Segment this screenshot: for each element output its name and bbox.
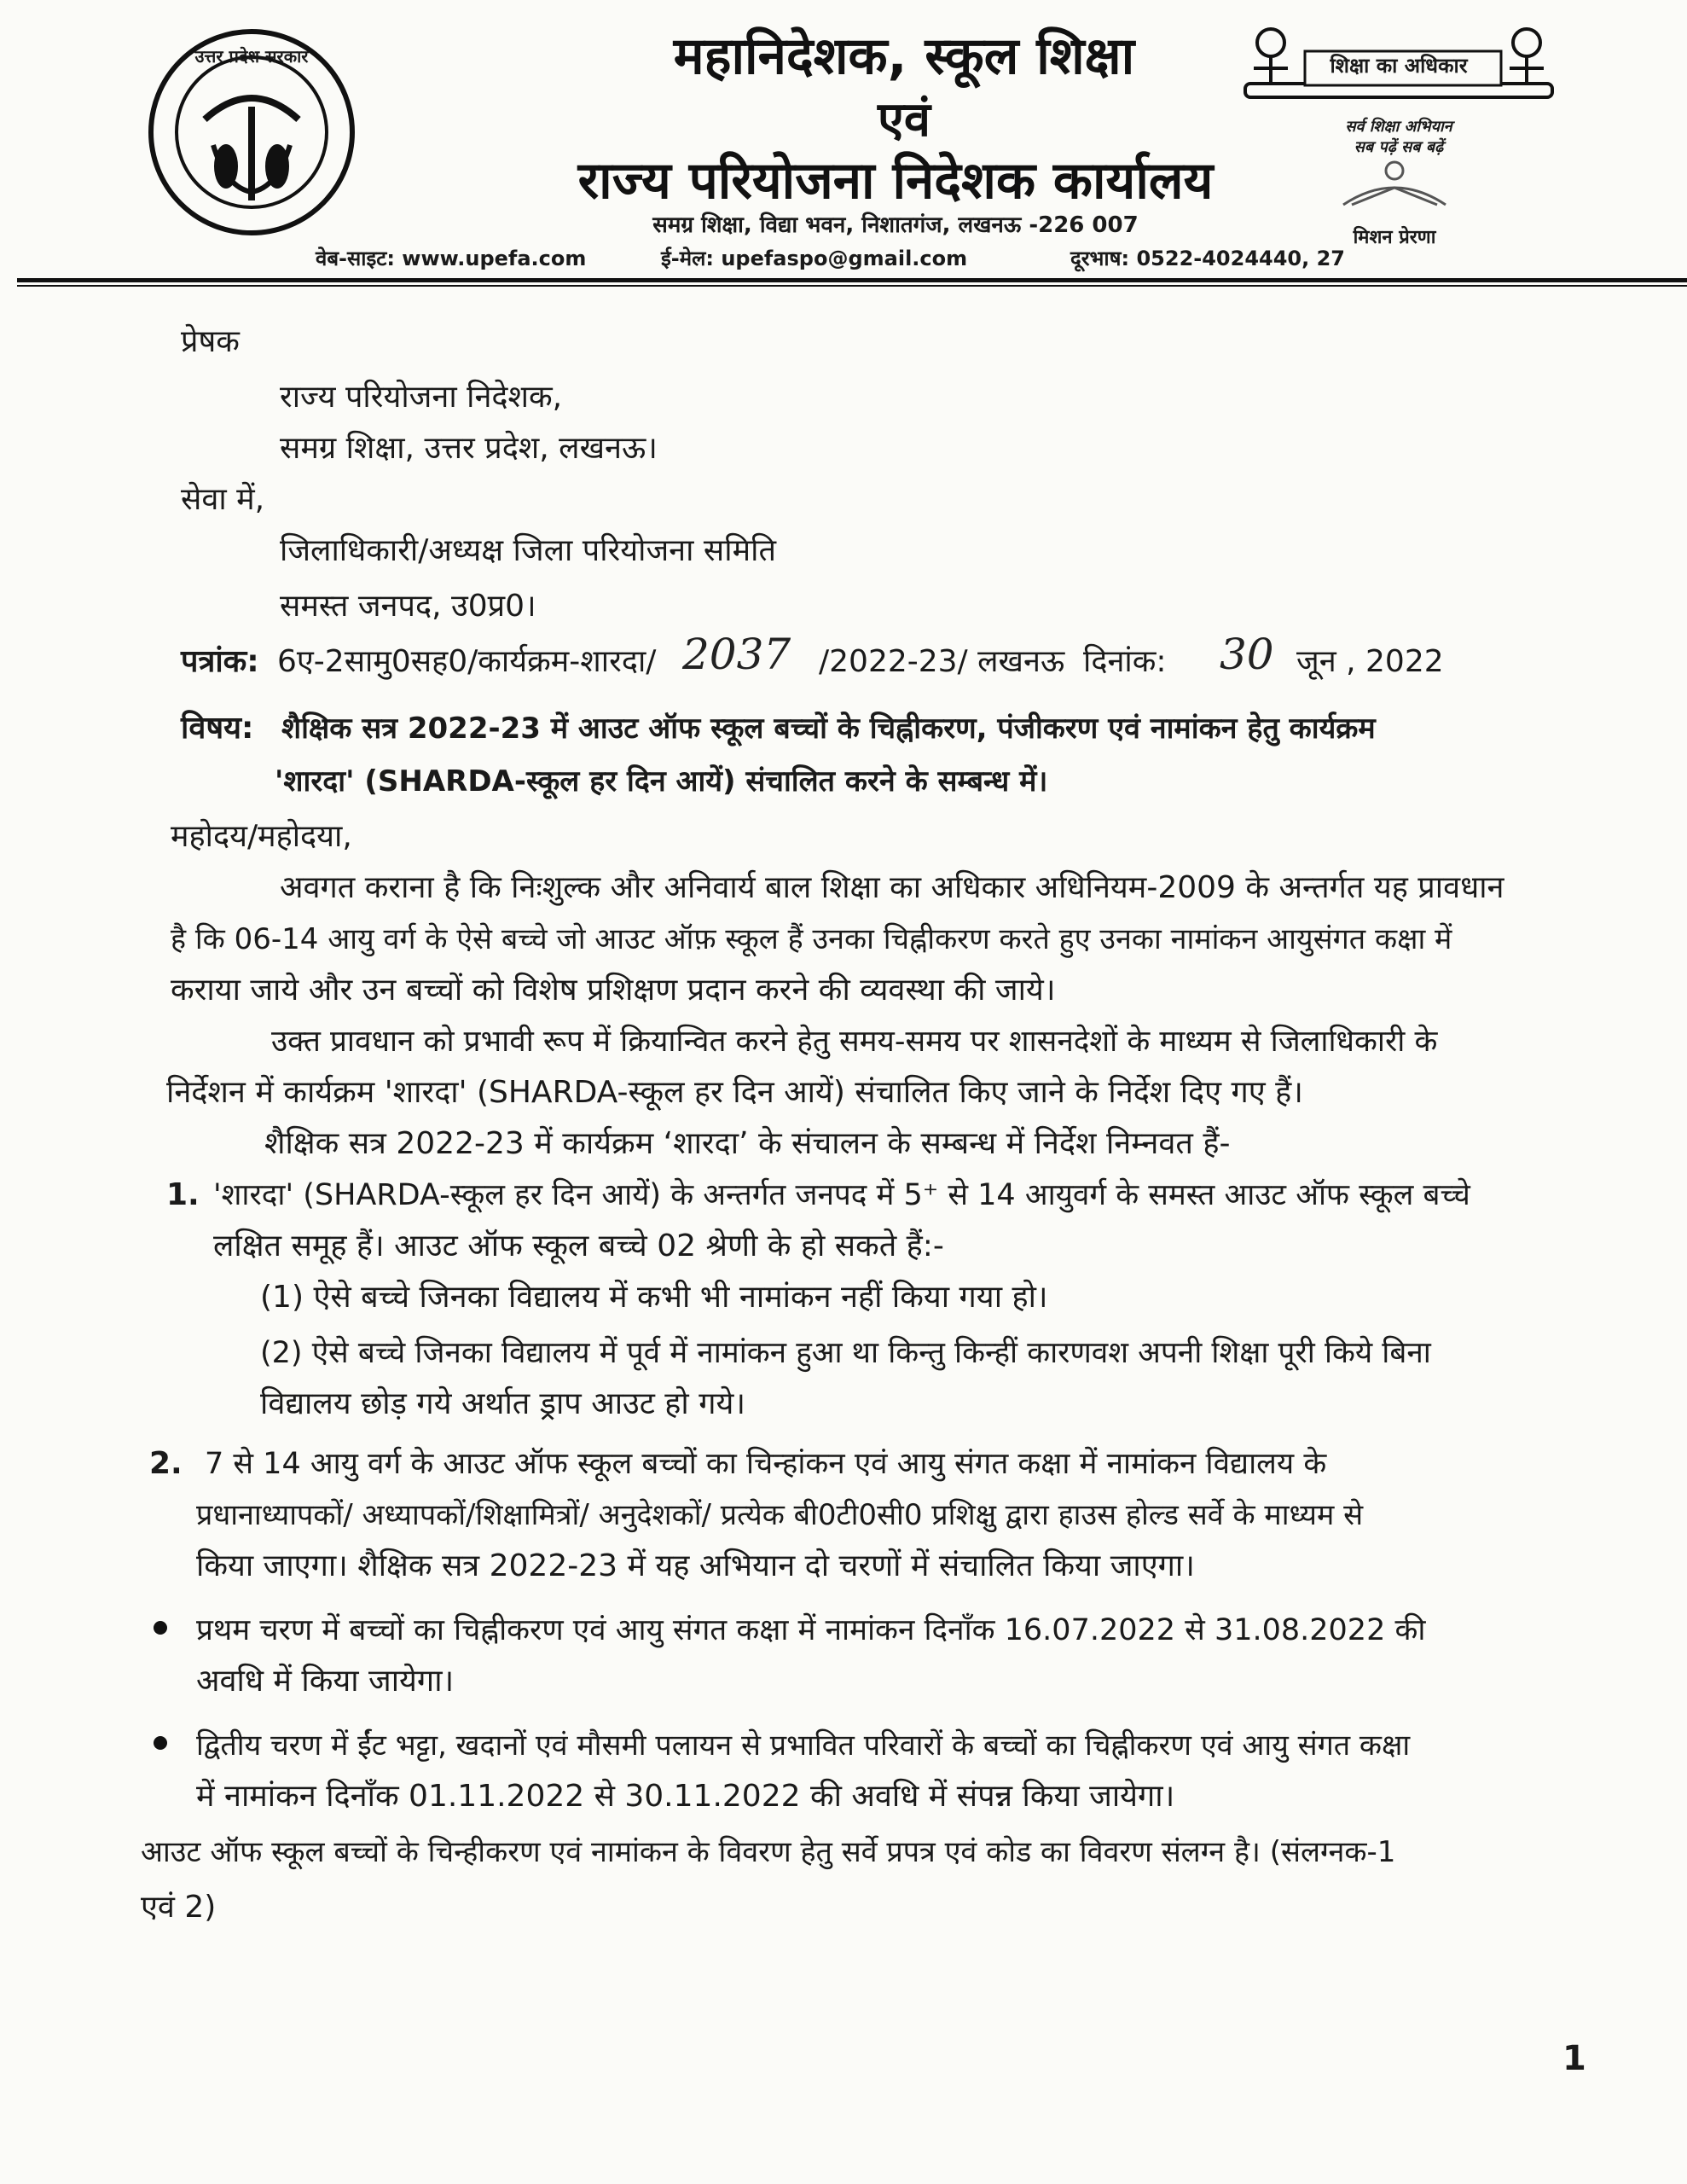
- bullet1-line1: प्रथम चरण में बच्चों का चिह्नीकरण एवं आयु संगत कक्षा में नामांकन दिनाँक 16.07.2022 से 31.08.2022 की: [196, 1613, 1426, 1647]
- item2-line3: किया जाएगा। शैक्षिक सत्र 2022-23 में यह अभियान दो चरणों में संचालित किया जाएगा।: [196, 1548, 1195, 1583]
- bullet2-dot: [154, 1736, 167, 1750]
- date-rest: जून , 2022: [1296, 644, 1444, 679]
- header-rule-thin: [17, 285, 1687, 287]
- ssa-logo-text: सर्व शिक्षा अभियान: [1345, 118, 1452, 136]
- item1-sub2-line2: विद्यालय छोड़ गये अर्थात ड्राप आउट हो गये।: [260, 1386, 745, 1421]
- sender-line2: समग्र शिक्षा, उत्तर प्रदेश, लखनऊ।: [280, 431, 658, 466]
- seal-text: उत्तर प्रदेश सरकार: [194, 46, 309, 67]
- mission-prerna-logo-icon: [1326, 154, 1463, 222]
- recipient-line1: जिलाधिकारी/अध्यक्ष जिला परियोजना समिति: [280, 533, 776, 568]
- sender-label: प्रेषक: [181, 324, 240, 359]
- header-title-line3: राज्य परियोजना निदेशक कार्यालय: [577, 151, 1214, 211]
- item1-sub1: (1) ऐसे बच्चे जिनका विद्यालय में कभी भी नामांकन नहीं किया गया हो।: [260, 1280, 1048, 1315]
- para1-line3: कराया जाये और उन बच्चों को विशेष प्रशिक्षण प्रदान करने की व्यवस्था की जाये।: [171, 973, 1056, 1008]
- date-day-handwritten: 30: [1220, 630, 1274, 679]
- item2-line1: 7 से 14 आयु वर्ग के आउट ऑफ स्कूल बच्चों का चिन्हांकन एवं आयु संगत कक्षा में नामांकन विद्यालय के: [205, 1447, 1327, 1481]
- item2-line2: प्रधानाध्यापकों/ अध्यापकों/शिक्षामित्रों/ अनुदेशकों/ प्रत्येक बी0टी0सी0 प्रशिक्षु द्वारा हाउस होल्ड सर्वे के माध्यम से: [196, 1498, 1364, 1532]
- item1-sub2-line1: (2) ऐसे बच्चे जिनका विद्यालय में पूर्व में नामांकन हुआ था किन्तु किन्हीं कारणवश अपनी शिक्षा पूरी किये बिना: [260, 1336, 1431, 1370]
- para2-line1: उक्त प्रावधान को प्रभावी रूप में क्रियान्वित करने हेतु समय-समय पर शासनदेशों के माध्यम से जिलाधिकारी के: [271, 1025, 1438, 1059]
- closing-line2: एवं 2): [141, 1890, 217, 1925]
- item2-number: 2.: [149, 1446, 183, 1481]
- reference-label: पत्रांक:: [181, 644, 259, 679]
- header-address: समग्र शिक्षा, विद्या भवन, निशातगंज, लखनऊ -226 007: [652, 212, 1139, 238]
- item1-line2: लक्षित समूह हैं। आउट ऑफ स्कूल बच्चे 02 श्रेणी के हो सकते हैं:-: [213, 1228, 944, 1263]
- recipient-line2: समस्त जनपद, उ0प्र0।: [280, 589, 536, 624]
- date-label: दिनांक:: [1083, 644, 1167, 679]
- header-rule: [17, 278, 1687, 282]
- salutation: महोदय/महोदया,: [171, 819, 352, 854]
- subject-line1: शैक्षिक सत्र 2022-23 में आउट ऑफ स्कूल बच्चों के चिह्नीकरण, पंजीकरण एवं नामांकन हेतु कार्यक्रम: [281, 712, 1376, 746]
- subject-label: विषय:: [181, 711, 254, 746]
- reference-suffix: /2022-23/ लखनऊ: [819, 644, 1065, 679]
- para1-line1: अवगत कराना है कि निःशुल्क और अनिवार्य बाल शिक्षा का अधिकार अधिनियम-2009 के अन्तर्गत यह प्रावधान: [280, 870, 1504, 905]
- header-phone: दूरभाष: 0522-4024440, 27: [1070, 247, 1345, 270]
- sender-line1: राज्य परियोजना निदेशक,: [280, 380, 563, 415]
- header-title-line1: महानिदेशक, स्कूल शिक्षा: [673, 26, 1135, 86]
- bullet2-line2: में नामांकन दिनाँक 01.11.2022 से 30.11.2022 की अवधि में संपन्न किया जायेगा।: [196, 1779, 1175, 1814]
- item1-number: 1.: [166, 1177, 200, 1212]
- reference-number-handwritten: 2037: [682, 630, 791, 679]
- header-title-line2: एवं: [877, 92, 931, 148]
- bullet2-line1: द्वितीय चरण में ईंट भट्टा, खदानों एवं मौसमी पलायन से प्रभावित परिवारों के बच्चों का चिह्नीकरण एवं आयु संगत कक्षा: [196, 1728, 1411, 1763]
- page-number: 1: [1562, 2039, 1586, 2078]
- reference-prefix: 6ए-2सामु0सह0/कार्यक्रम-शारदा/: [277, 644, 657, 679]
- header-email: ई-मेल: upefaspo@gmail.com: [661, 247, 968, 270]
- subject-line2: 'शारदा' (SHARDA-स्कूल हर दिन आयें) संचालित करने के सम्बन्ध में।: [275, 764, 1048, 799]
- ssa-tagline-text: सब पढ़ें सब बढ़ें: [1354, 138, 1444, 156]
- mission-prerna-text: मिशन प्रेरणा: [1353, 227, 1436, 248]
- recipient-label: सेवा में,: [181, 482, 265, 517]
- item1-line1: 'शारदा' (SHARDA-स्कूल हर दिन आयें) के अन्तर्गत जनपद में 5⁺ से 14 आयुवर्ग के समस्त आउट ऑफ स्कूल बच्चे: [213, 1178, 1470, 1212]
- para3-line1: शैक्षिक सत्र 2022-23 में कार्यक्रम ‘शारदा’ के संचालन के सम्बन्ध में निर्देश निम्नवत हैं-: [264, 1126, 1231, 1161]
- para2-line2: निर्देशन में कार्यक्रम 'शारदा' (SHARDA-स्कूल हर दिन आयें) संचालित किए जाने के निर्देश दिए गए हैं।: [166, 1075, 1303, 1110]
- bullet1-dot: [154, 1621, 167, 1635]
- header-website: वेब-साइट: www.upefa.com: [316, 247, 587, 270]
- para1-line2: है कि 06-14 आयु वर्ग के ऐसे बच्चे जो आउट ऑफ़ स्कूल हैं उनका चिह्नीकरण करते हुए उनका नामांकन आयुसंगत कक्षा में: [171, 922, 1452, 956]
- bullet1-line2: अवधि में किया जायेगा।: [196, 1664, 455, 1699]
- closing-line1: आउट ऑफ स्कूल बच्चों के चिन्हीकरण एवं नामांकन के विवरण हेतु सर्वे प्रपत्र एवं कोड का विवरण संलग्न है। (संलग्नक-1: [141, 1835, 1396, 1869]
- rte-logo-text: शिक्षा का अधिकार: [1330, 54, 1468, 78]
